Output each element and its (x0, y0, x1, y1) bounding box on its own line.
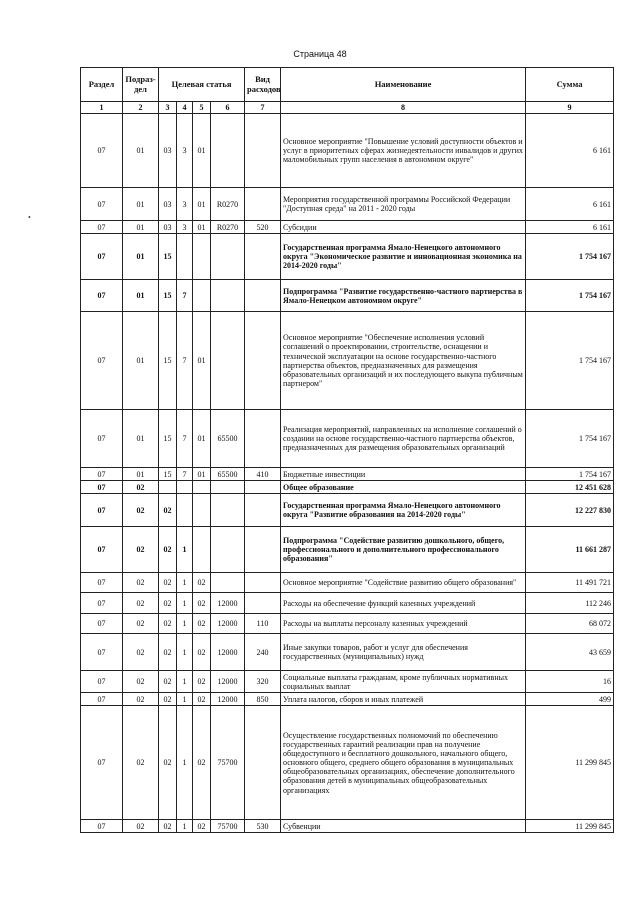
cell-name: Основное мероприятие "Повышение условий доступности объектов и услуг в приоритетных сферах жизнедеятельности инвалидов и других маломобильных групп населения в автономном округе" (281, 114, 526, 188)
cell-section: 07 (81, 820, 123, 833)
cell-expense-type: 520 (245, 221, 281, 234)
cell-direction (211, 494, 245, 527)
cell-sum: 68 072 (526, 614, 614, 634)
cell-name: Уплата налогов, сборов и иных платежей (281, 693, 526, 706)
cell-event (193, 481, 211, 494)
cell-expense-type (245, 573, 281, 593)
table-row (81, 671, 614, 693)
cell-subprogram: 3 (177, 221, 193, 234)
cell-section: 07 (81, 410, 123, 468)
cell-section: 07 (81, 494, 123, 527)
column-number-row (81, 102, 614, 114)
cell-expense-type: 410 (245, 468, 281, 481)
cell-sum: 1 754 167 (526, 468, 614, 481)
cell-subprogram: 1 (177, 706, 193, 820)
cell-event (193, 527, 211, 573)
table-row (81, 634, 614, 671)
cell-subprogram: 7 (177, 410, 193, 468)
cell-section: 07 (81, 234, 123, 280)
cell-subsection: 02 (123, 573, 159, 593)
cell-subprogram: 1 (177, 614, 193, 634)
cell-sum: 11 661 287 (526, 527, 614, 573)
cell-program: 15 (159, 410, 177, 468)
cell-subsection: 01 (123, 234, 159, 280)
cell-name: Мероприятия государственной программы Российской Федерации "Доступная среда" на 2011 - 2020 годы (281, 188, 526, 221)
cell-event (193, 234, 211, 280)
cell-subsection: 02 (123, 693, 159, 706)
col-number: 6 (211, 102, 245, 114)
cell-section: 07 (81, 593, 123, 614)
cell-section: 07 (81, 706, 123, 820)
cell-program: 15 (159, 280, 177, 312)
cell-expense-type (245, 188, 281, 221)
cell-subsection: 01 (123, 221, 159, 234)
cell-sum: 499 (526, 693, 614, 706)
cell-sum: 6 161 (526, 188, 614, 221)
cell-expense-type: 530 (245, 820, 281, 833)
table-row (81, 410, 614, 468)
cell-sum: 1 754 167 (526, 410, 614, 468)
col-number: 5 (193, 102, 211, 114)
cell-name: Реализация мероприятий, направленных на исполнение соглашений о создании на основе государственно-частного партнерства объектов, предназначенных для размещения образовательных организаций (281, 410, 526, 468)
cell-direction: 12000 (211, 593, 245, 614)
cell-direction: 12000 (211, 693, 245, 706)
cell-program: 02 (159, 671, 177, 693)
col-number: 7 (245, 102, 281, 114)
cell-program: 02 (159, 820, 177, 833)
cell-sum: 112 246 (526, 593, 614, 614)
cell-subprogram: 1 (177, 573, 193, 593)
cell-program: 03 (159, 221, 177, 234)
cell-event: 01 (193, 312, 211, 410)
cell-program: 02 (159, 527, 177, 573)
col-number: 2 (123, 102, 159, 114)
cell-event: 02 (193, 706, 211, 820)
cell-event: 02 (193, 820, 211, 833)
cell-sum: 6 161 (526, 221, 614, 234)
cell-sum: 11 299 845 (526, 820, 614, 833)
cell-expense-type: 850 (245, 693, 281, 706)
cell-subprogram (177, 481, 193, 494)
cell-program: 02 (159, 494, 177, 527)
table-row (81, 221, 614, 234)
cell-direction (211, 573, 245, 593)
cell-sum: 12 227 830 (526, 494, 614, 527)
cell-subprogram: 3 (177, 114, 193, 188)
cell-event: 01 (193, 221, 211, 234)
cell-direction (211, 312, 245, 410)
cell-expense-type (245, 312, 281, 410)
cell-subprogram: 1 (177, 693, 193, 706)
cell-sum: 11 491 721 (526, 573, 614, 593)
cell-subprogram: 1 (177, 593, 193, 614)
cell-subprogram (177, 234, 193, 280)
cell-direction (211, 114, 245, 188)
cell-direction: 75700 (211, 706, 245, 820)
cell-sum: 16 (526, 671, 614, 693)
cell-expense-type (245, 494, 281, 527)
cell-event: 02 (193, 671, 211, 693)
cell-program: 02 (159, 634, 177, 671)
cell-subprogram (177, 494, 193, 527)
cell-subsection: 02 (123, 634, 159, 671)
cell-direction (211, 481, 245, 494)
cell-program: 03 (159, 188, 177, 221)
cell-subprogram: 1 (177, 634, 193, 671)
cell-subprogram: 7 (177, 312, 193, 410)
cell-program: 02 (159, 693, 177, 706)
cell-subsection: 01 (123, 410, 159, 468)
cell-program: 15 (159, 468, 177, 481)
cell-name: Иные закупки товаров, работ и услуг для обеспечения государственных (муниципальных) нужд (281, 634, 526, 671)
cell-event: 01 (193, 114, 211, 188)
cell-program: 15 (159, 234, 177, 280)
cell-subprogram: 1 (177, 820, 193, 833)
cell-sum: 1 754 167 (526, 312, 614, 410)
cell-name: Субсидии (281, 221, 526, 234)
cell-expense-type (245, 280, 281, 312)
cell-event: 01 (193, 468, 211, 481)
cell-section: 07 (81, 280, 123, 312)
cell-expense-type (245, 593, 281, 614)
table-row (81, 593, 614, 614)
cell-name: Подпрограмма "Развитие государственно-частного партнерства в Ямало-Ненецком автономном округе" (281, 280, 526, 312)
cell-subsection: 01 (123, 468, 159, 481)
cell-subsection: 02 (123, 494, 159, 527)
budget-table (80, 67, 614, 833)
cell-program (159, 481, 177, 494)
header-name: Наименование (281, 68, 526, 102)
table-row (81, 481, 614, 494)
table-row (81, 706, 614, 820)
cell-direction (211, 234, 245, 280)
cell-subsection: 02 (123, 593, 159, 614)
cell-section: 07 (81, 634, 123, 671)
cell-expense-type (245, 527, 281, 573)
cell-event (193, 494, 211, 527)
cell-section: 07 (81, 312, 123, 410)
header-subsection: Подраз-дел (123, 68, 159, 102)
cell-section: 07 (81, 188, 123, 221)
cell-program: 15 (159, 312, 177, 410)
cell-subprogram: 1 (177, 527, 193, 573)
cell-name: Основное мероприятие "Содействие развитию общего образования" (281, 573, 526, 593)
cell-direction: 12000 (211, 671, 245, 693)
cell-name: Подпрограмма "Содействие развитию дошкольного, общего, профессионального и дополнительного профессионального образования" (281, 527, 526, 573)
cell-event: 02 (193, 614, 211, 634)
cell-subsection: 02 (123, 820, 159, 833)
table-row (81, 234, 614, 280)
cell-subsection: 02 (123, 614, 159, 634)
cell-direction: R0270 (211, 221, 245, 234)
header-expense-type: Вид расходов (245, 68, 281, 102)
header-section: Раздел (81, 68, 123, 102)
cell-program: 02 (159, 614, 177, 634)
cell-program: 02 (159, 706, 177, 820)
cell-subsection: 02 (123, 481, 159, 494)
table-row (81, 114, 614, 188)
table-row (81, 527, 614, 573)
table-row (81, 573, 614, 593)
cell-sum: 1 754 167 (526, 280, 614, 312)
cell-sum: 6 161 (526, 114, 614, 188)
cell-sum: 1 754 167 (526, 234, 614, 280)
cell-section: 07 (81, 221, 123, 234)
cell-subprogram: 3 (177, 188, 193, 221)
cell-subprogram: 7 (177, 280, 193, 312)
col-number: 3 (159, 102, 177, 114)
cell-event: 02 (193, 693, 211, 706)
cell-name: Субвенции (281, 820, 526, 833)
table-row (81, 820, 614, 833)
cell-name: Осуществление государственных полномочий по обеспечению государственных гарантий реализации прав на получение общедоступного и бесплатного дошкольного, начального общего, основного общего, среднего общего образования в муниципальных общеобразовательных организациях, обеспечение дополнительного образования детей в муниципальных общеобразовательных организациях (281, 706, 526, 820)
cell-subsection: 02 (123, 671, 159, 693)
cell-name: Бюджетные инвестиции (281, 468, 526, 481)
cell-event: 02 (193, 593, 211, 614)
cell-expense-type (245, 234, 281, 280)
cell-direction: 65500 (211, 468, 245, 481)
cell-program: 03 (159, 114, 177, 188)
cell-direction (211, 527, 245, 573)
table-row (81, 312, 614, 410)
cell-subsection: 01 (123, 114, 159, 188)
cell-subprogram: 7 (177, 468, 193, 481)
cell-section: 07 (81, 614, 123, 634)
cell-section: 07 (81, 114, 123, 188)
cell-name: Государственная программа Ямало-Ненецкого автономного округа "Развитие образования на 2014-2020 годы" (281, 494, 526, 527)
cell-direction: 12000 (211, 634, 245, 671)
cell-program: 02 (159, 593, 177, 614)
cell-name: Расходы на выплаты персоналу казенных учреждений (281, 614, 526, 634)
cell-direction (211, 280, 245, 312)
cell-name: Основное мероприятие "Обеспечение исполнения условий соглашений о проектировании, строительстве, оснащении и технической эксплуатации на основе государственно-частного партнерства объектов, предназначенных для размещения образовательных организаций и их последующего выкупа публичным партнером" (281, 312, 526, 410)
col-number: 4 (177, 102, 193, 114)
cell-section: 07 (81, 527, 123, 573)
cell-expense-type: 320 (245, 671, 281, 693)
table-row (81, 468, 614, 481)
cell-section: 07 (81, 693, 123, 706)
cell-event: 02 (193, 634, 211, 671)
cell-sum: 12 451 628 (526, 481, 614, 494)
cell-subsection: 02 (123, 527, 159, 573)
cell-direction: R0270 (211, 188, 245, 221)
table-row (81, 693, 614, 706)
table-row (81, 614, 614, 634)
cell-event: 01 (193, 410, 211, 468)
cell-section: 07 (81, 468, 123, 481)
cell-direction: 12000 (211, 614, 245, 634)
cell-expense-type (245, 410, 281, 468)
col-number: 9 (526, 102, 614, 114)
table-row (81, 494, 614, 527)
cell-event (193, 280, 211, 312)
cell-sum: 11 299 845 (526, 706, 614, 820)
col-number: 8 (281, 102, 526, 114)
cell-section: 07 (81, 481, 123, 494)
margin-mark: • (28, 213, 31, 222)
cell-expense-type: 110 (245, 614, 281, 634)
cell-expense-type (245, 114, 281, 188)
cell-subsection: 01 (123, 188, 159, 221)
table-row (81, 188, 614, 221)
cell-expense-type: 240 (245, 634, 281, 671)
cell-subsection: 01 (123, 280, 159, 312)
cell-subprogram: 1 (177, 671, 193, 693)
cell-expense-type (245, 706, 281, 820)
col-number: 1 (81, 102, 123, 114)
header-sum: Сумма (526, 68, 614, 102)
cell-direction: 75700 (211, 820, 245, 833)
cell-direction: 65500 (211, 410, 245, 468)
header-target-article: Целевая статья (159, 68, 245, 102)
cell-sum: 43 659 (526, 634, 614, 671)
cell-program: 02 (159, 573, 177, 593)
table-row (81, 280, 614, 312)
cell-subsection: 02 (123, 706, 159, 820)
cell-event: 01 (193, 188, 211, 221)
cell-name: Государственная программа Ямало-Ненецкого автономного округа "Экономическое развитие и инновационная экономика на 2014-2020 годы" (281, 234, 526, 280)
cell-name: Расходы на обеспечение функций казенных учреждений (281, 593, 526, 614)
cell-event: 02 (193, 573, 211, 593)
cell-name: Социальные выплаты гражданам, кроме публичных нормативных социальных выплат (281, 671, 526, 693)
cell-section: 07 (81, 573, 123, 593)
cell-expense-type (245, 481, 281, 494)
cell-subsection: 01 (123, 312, 159, 410)
page-number-label: Страница 48 (293, 49, 347, 59)
cell-name: Общее образование (281, 481, 526, 494)
cell-section: 07 (81, 671, 123, 693)
